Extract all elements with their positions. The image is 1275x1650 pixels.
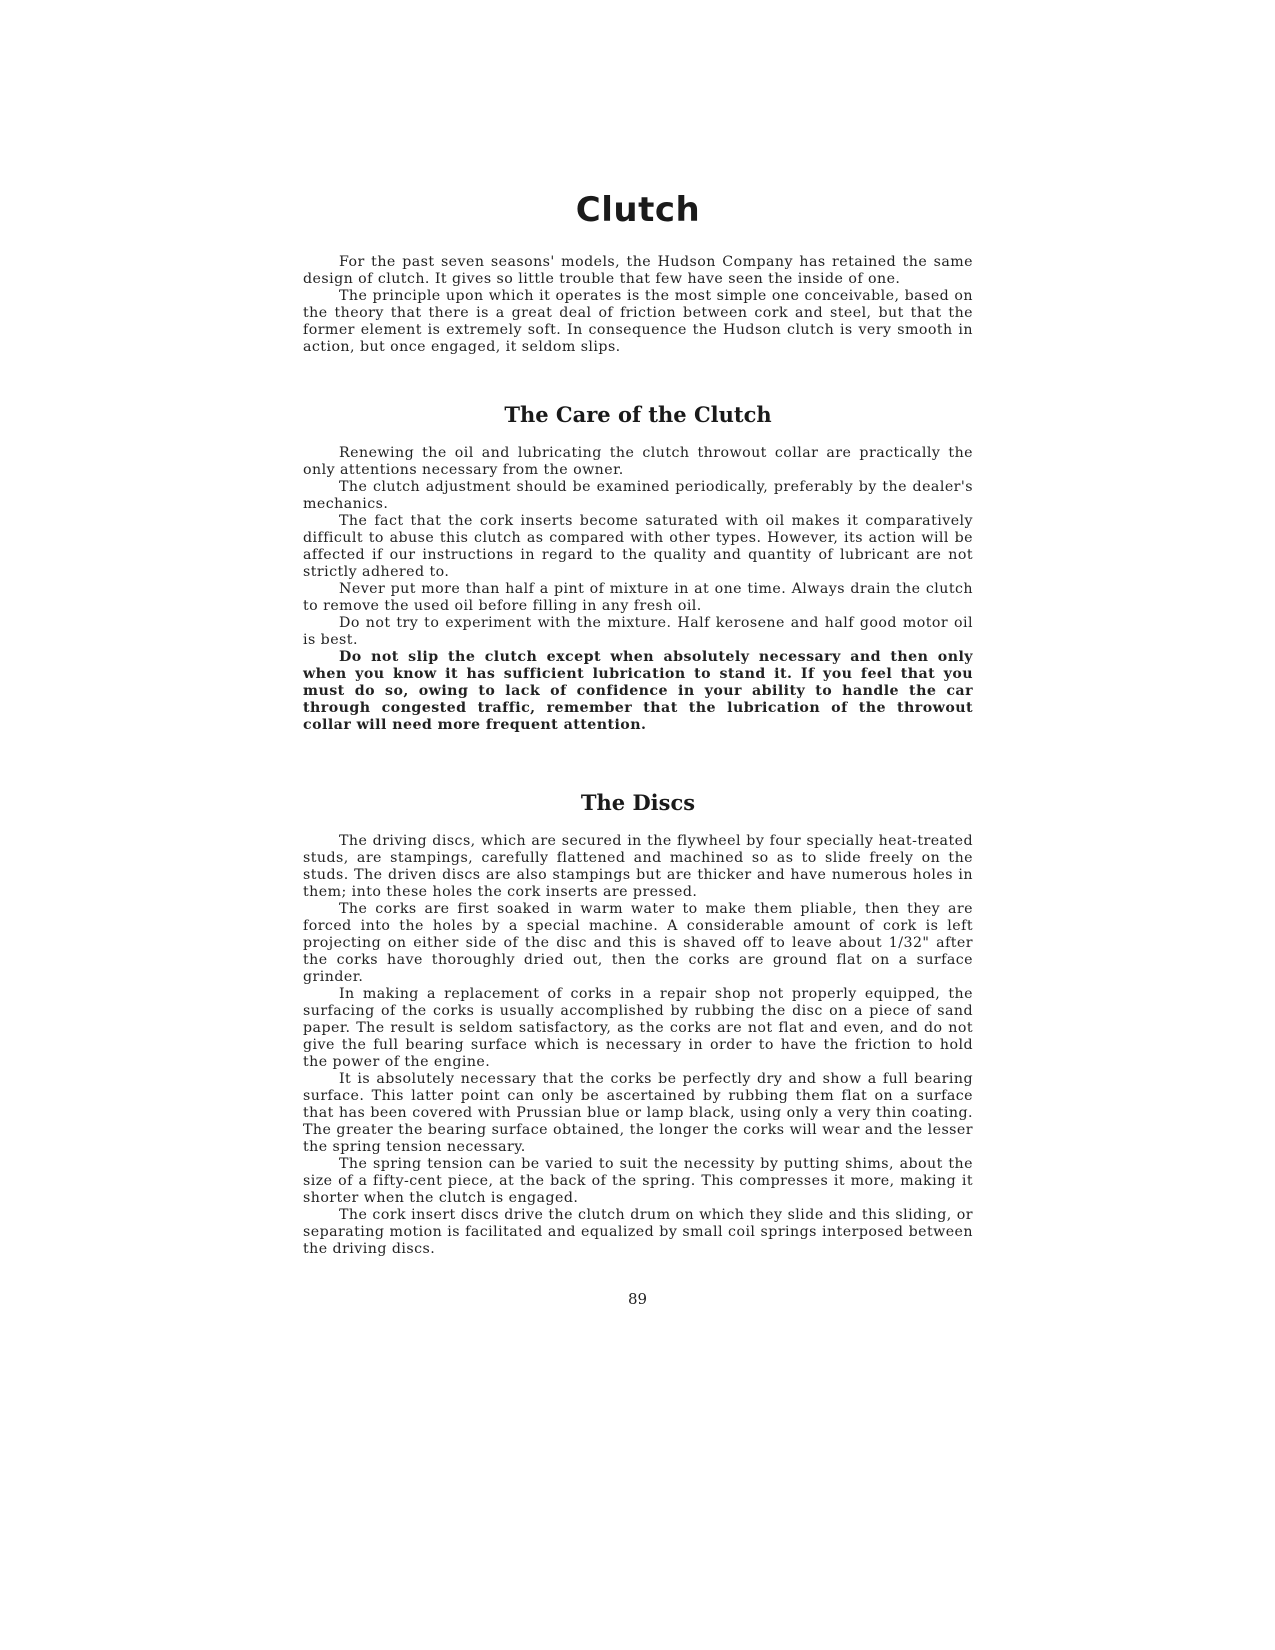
discs-paragraph-4: It is absolutely necessary that the corks be perfectly dry and show a full bearing surface. This latter point can only be ascertained by rubbing them flat on a surface that has been covered with Prussian blue or lamp black, using only a very thin coating. The greater the bearing surface obtained, the longer the corks will wear and the lesser the spring tension necessary. (303, 1071, 973, 1155)
page-content (303, 190, 973, 1258)
care-warning: Do not slip the clutch except when absolutely necessary and then only when you know it has sufficient lubrication to stand it. If you feel that you must do so, owing to lack of confidence in your ability to handle the car through congested traffic, remember that the lubrication of the throwout collar will need more frequent attention. (303, 649, 973, 733)
discs-paragraph-1: The driving discs, which are secured in the flywheel by four specially heat-treated studs, are stampings, carefully flattened and machined so as to slide freely on the studs. The driven discs are also stampings but are thicker and have numerous holes in them; into these holes the cork inserts are pressed. (303, 833, 973, 900)
intro-paragraph-1: For the past seven seasons' models, the Hudson Company has retained the same design of clutch. It gives so little trouble that few have seen the inside of one. (303, 254, 973, 287)
discs-heading: The Discs (580, 790, 696, 815)
care-paragraph-5: Do not try to experiment with the mixture. Half kerosene and half good motor oil is best. (303, 615, 973, 648)
care-paragraph-2: The clutch adjustment should be examined periodically, preferably by the dealer's mechanics. (303, 479, 973, 512)
discs-section (303, 790, 973, 1258)
page-number: 89 (627, 1290, 648, 1308)
intro-paragraph-2: The principle upon which it operates is the most simple one conceivable, based on the theory that there is a great deal of friction between cork and steel, but that the former element is extremely soft. In consequence the Hudson clutch is very smooth in action, but once engaged, it seldom slips. (303, 288, 973, 355)
care-paragraph-1: Renewing the oil and lubricating the clutch throwout collar are practically the only attentions necessary from the owner. (303, 445, 973, 478)
page-title: Clutch (575, 190, 701, 230)
discs-paragraph-2: The corks are first soaked in warm water to make them pliable, then they are forced into the holes by a special machine. A considerable amount of cork is left projecting on either side of the disc and this is shaved off to leave about 1/32" after the corks have thoroughly dried out, then the corks are ground flat on a surface grinder. (303, 901, 973, 985)
intro-section (303, 254, 973, 356)
care-paragraph-3: The fact that the cork inserts become saturated with oil makes it comparatively difficult to abuse this clutch as compared with other types. However, its action will be affected if our instructions in regard to the quality and quantity of lubricant are not strictly adhered to. (303, 513, 973, 580)
discs-paragraph-5: The spring tension can be varied to suit the necessity by putting shims, about the size of a fifty-cent piece, at the back of the spring. This compresses it more, making it shorter when the clutch is engaged. (303, 1156, 973, 1206)
care-paragraph-4: Never put more than half a pint of mixture in at one time. Always drain the clutch to remove the used oil before filling in any fresh oil. (303, 581, 973, 614)
discs-paragraph-6: The cork insert discs drive the clutch drum on which they slide and this sliding, or separating motion is facilitated and equalized by small coil springs interposed between the driving discs. (303, 1207, 973, 1257)
care-heading: The Care of the Clutch (504, 402, 772, 427)
care-section (303, 402, 973, 734)
discs-paragraph-3: In making a replacement of corks in a repair shop not properly equipped, the surfacing of the corks is usually accomplished by rubbing the disc on a piece of sand paper. The result is seldom satisfactory, as the corks are not flat and even, and do not give the full bearing surface which is necessary in order to have the friction to hold the power of the engine. (303, 986, 973, 1070)
